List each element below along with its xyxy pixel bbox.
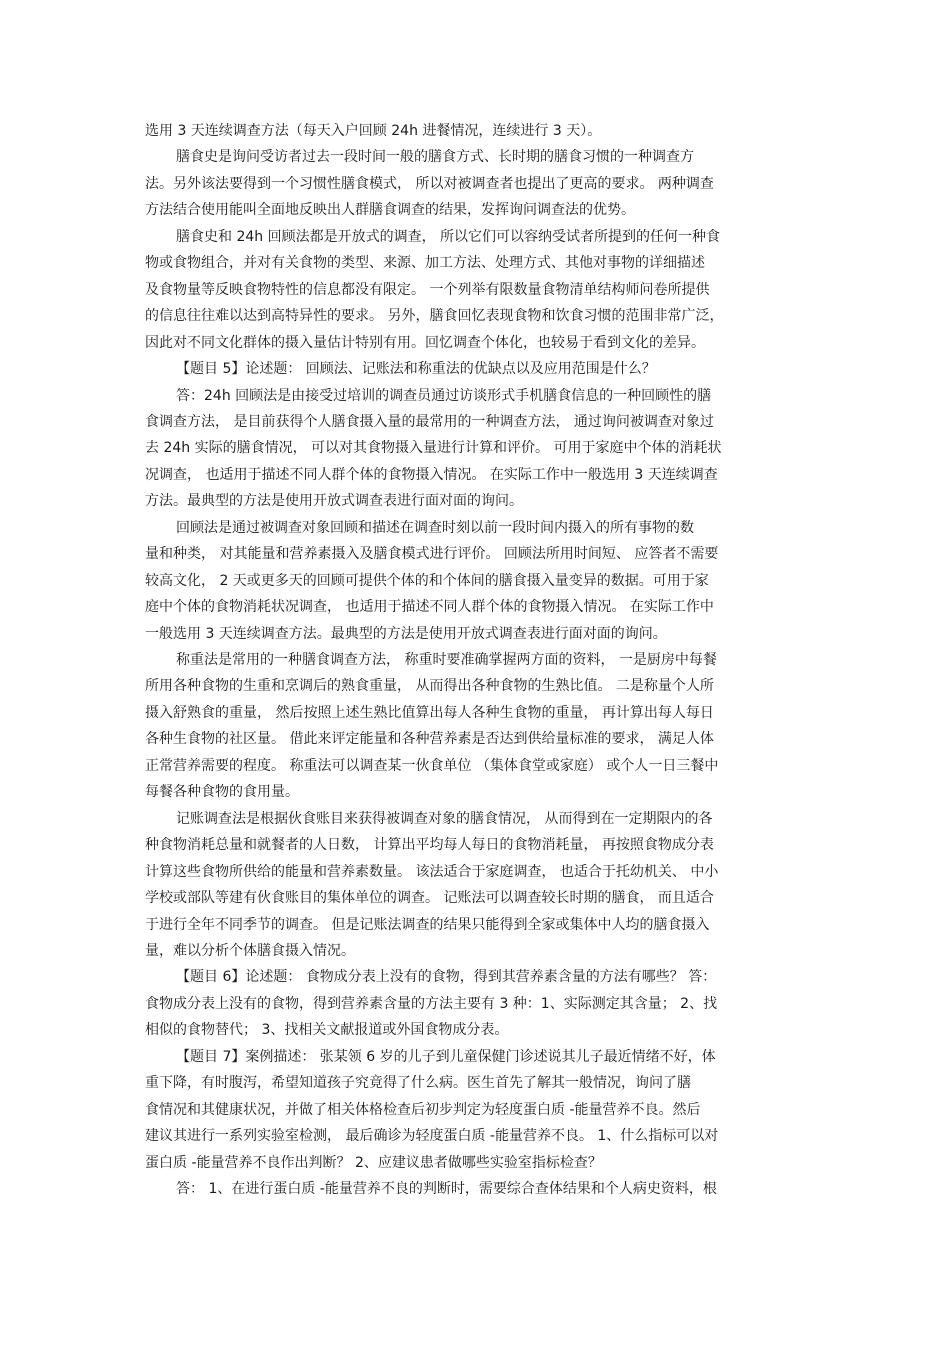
text-line: 所用各种食物的生重和烹调后的熟食重量， 从而得出各种食物的生熟比值。 二是称量个人所: [145, 678, 714, 695]
text-line: 食物成分表上没有的食物，得到营养素含量的方法主要有 3 种：1、实际测定其含量； 2、找: [145, 995, 718, 1012]
text-line: 每餐各种食物的食用量。: [145, 784, 299, 801]
text-line: 况调查， 也适用于描述不同人群个体的食物摄入情况。 在实际工作中一般选用 3 天连续调查: [145, 466, 718, 483]
text-line: 学校或部队等建有伙食账目的集体单位的调查。 记账法可以调查较长时期的膳食， 而且适合: [145, 890, 714, 907]
text-line: 种食物消耗总量和就餐者的人日数， 计算出平均每人每日的食物消耗量， 再按照食物成分表: [145, 837, 714, 854]
text-line: 正常营养需要的程度。 称重法可以调查某一伙食单位 （集体食堂或家庭） 或个人一日三餐中: [145, 757, 719, 774]
text-line: 一般选用 3 天连续调查方法。最典型的方法是使用开放式调查表进行面对面的询问。: [145, 625, 667, 642]
text-line: 物或食物组合，并对有关食物的类型、来源、加工方法、处理方式、其他对事物的详细描述: [145, 255, 705, 272]
text-line: 去 24h 实际的膳食情况， 可以对其食物摄入量进行计算和评价。 可用于家庭中个体的消耗状: [145, 440, 722, 457]
text-line: 各种生食物的社区量。 借此来评定能量和各种营养素是否达到供给量标准的要求， 满足人体: [145, 731, 714, 748]
text-line: 【题目 7】案例描述： 张某领 6 岁的儿子到儿童保健门诊述说其儿子最近情绪不好，体: [176, 1048, 716, 1065]
text-line: 方法。最典型的方法是使用开放式调查表进行面对面的询问。: [145, 493, 523, 510]
text-line: 答：24h 回顾法是由接受过培训的调查员通过访谈形式手机膳食信息的一种回顾性的膳: [176, 387, 712, 404]
text-line: 较高文化， 2 天或更多天的回顾可提供个体的和个体间的膳食摄入量变异的数据。可用于家: [145, 572, 709, 589]
text-line: 称重法是常用的一种膳食调查方法， 称重时要准确掌握两方面的资料， 一是厨房中每餐: [176, 652, 717, 668]
text-line: 量和种类， 对其能量和营养素摄入及膳食模式进行评价。 回顾法所用时间短、 应答者不需要: [145, 546, 719, 563]
text-line: 膳食史和 24h 回顾法都是开放式的调查， 所以它们可以容纳受试者所提到的任何一种食: [176, 228, 721, 245]
text-line: 记账调查法是根据伙食账目来获得被调查对象的膳食情况， 从而得到在一定期限内的各: [176, 810, 713, 827]
text-line: 量，难以分析个体膳食摄入情况。: [145, 942, 355, 959]
text-line: 蛋白质 -能量营养不良作出判断？ 2、应建议患者做哪些实验室指标检查？: [145, 1154, 602, 1171]
text-line: 计算这些食物所供给的能量和营养素数量。 该法适合于家庭调查， 也适合于托幼机关、 中小: [145, 863, 719, 880]
text-line: 回顾法是通过被调查对象回顾和描述在调查时刻以前一段时间内摄入的所有事物的数: [176, 519, 694, 536]
text-line: 因此对不同文化群体的摄入量估计特别有用。回忆调查个体化，也较易于看到文化的差异。: [145, 334, 705, 351]
text-line: 法。另外该法要得到一个习惯性膳食模式， 所以对被调查者也提出了更高的要求。 两种调查: [145, 175, 714, 192]
text-line: 相似的食物替代； 3、找相关文献报道或外国食物成分表。: [145, 1022, 509, 1039]
text-line: 【题目 5】论述题： 回顾法、记账法和称重法的优缺点以及应用范围是什么？: [176, 361, 656, 378]
text-line: 【题目 6】论述题： 食物成分表上没有的食物，得到其营养素含量的方法有哪些？ 答：: [176, 969, 717, 986]
text-line: 摄入舒熟食的重量， 然后按照上述生熟比值算出每人各种生食物的重量， 再计算出每人每日: [145, 704, 714, 721]
text-line: 于进行全年不同季节的调查。 但是记账法调查的结果只能得到全家或集体中人均的膳食摄入: [145, 916, 710, 933]
text-line: 的信息往往难以达到高特异性的要求。 另外，膳食回忆表现食物和饮食习惯的范围非常广泛，: [145, 308, 724, 325]
text-line: 食情况和其健康状况，并做了相关体格检查后初步判定为轻度蛋白质 -能量营养不良。然后: [145, 1101, 701, 1118]
text-line: 及食物量等反映食物特性的信息都没有限定。 一个列举有限数量食物清单结构师问卷所提供: [145, 281, 710, 298]
text-line: 食调查方法， 是目前获得个人膳食摄入量的最常用的一种调查方法， 通过询问被调查对象过: [145, 413, 714, 430]
text-line: 选用 3 天连续调查方法（每天入户回顾 24h 进餐情况，连续进行 3 天）。: [145, 123, 602, 139]
text-line: 重下降，有时腹泻，希望知道孩子究竟得了什么病。医生首先了解其一般情况，询问了膳: [145, 1075, 691, 1092]
text-line: 方法结合使用能叫全面地反映出人群膳食调查的结果，发挥询问调查法的优势。: [145, 202, 635, 219]
text-line: 庭中个体的食物消耗状况调查， 也适用于描述不同人群个体的食物摄入情况。 在实际工作中: [145, 599, 714, 616]
text-line: 建议其进行一系列实验室检测， 最后确诊为轻度蛋白质 -能量营养不良。 1、什么指标可以对: [145, 1128, 719, 1145]
text-line: 膳食史是询问受访者过去一段时间一般的膳食方式、长时期的膳食习惯的一种调查方: [176, 149, 694, 166]
text-line: 答： 1、在进行蛋白质 -能量营养不良的判断时，需要综合查体结果和个人病史资料，根: [176, 1181, 717, 1197]
